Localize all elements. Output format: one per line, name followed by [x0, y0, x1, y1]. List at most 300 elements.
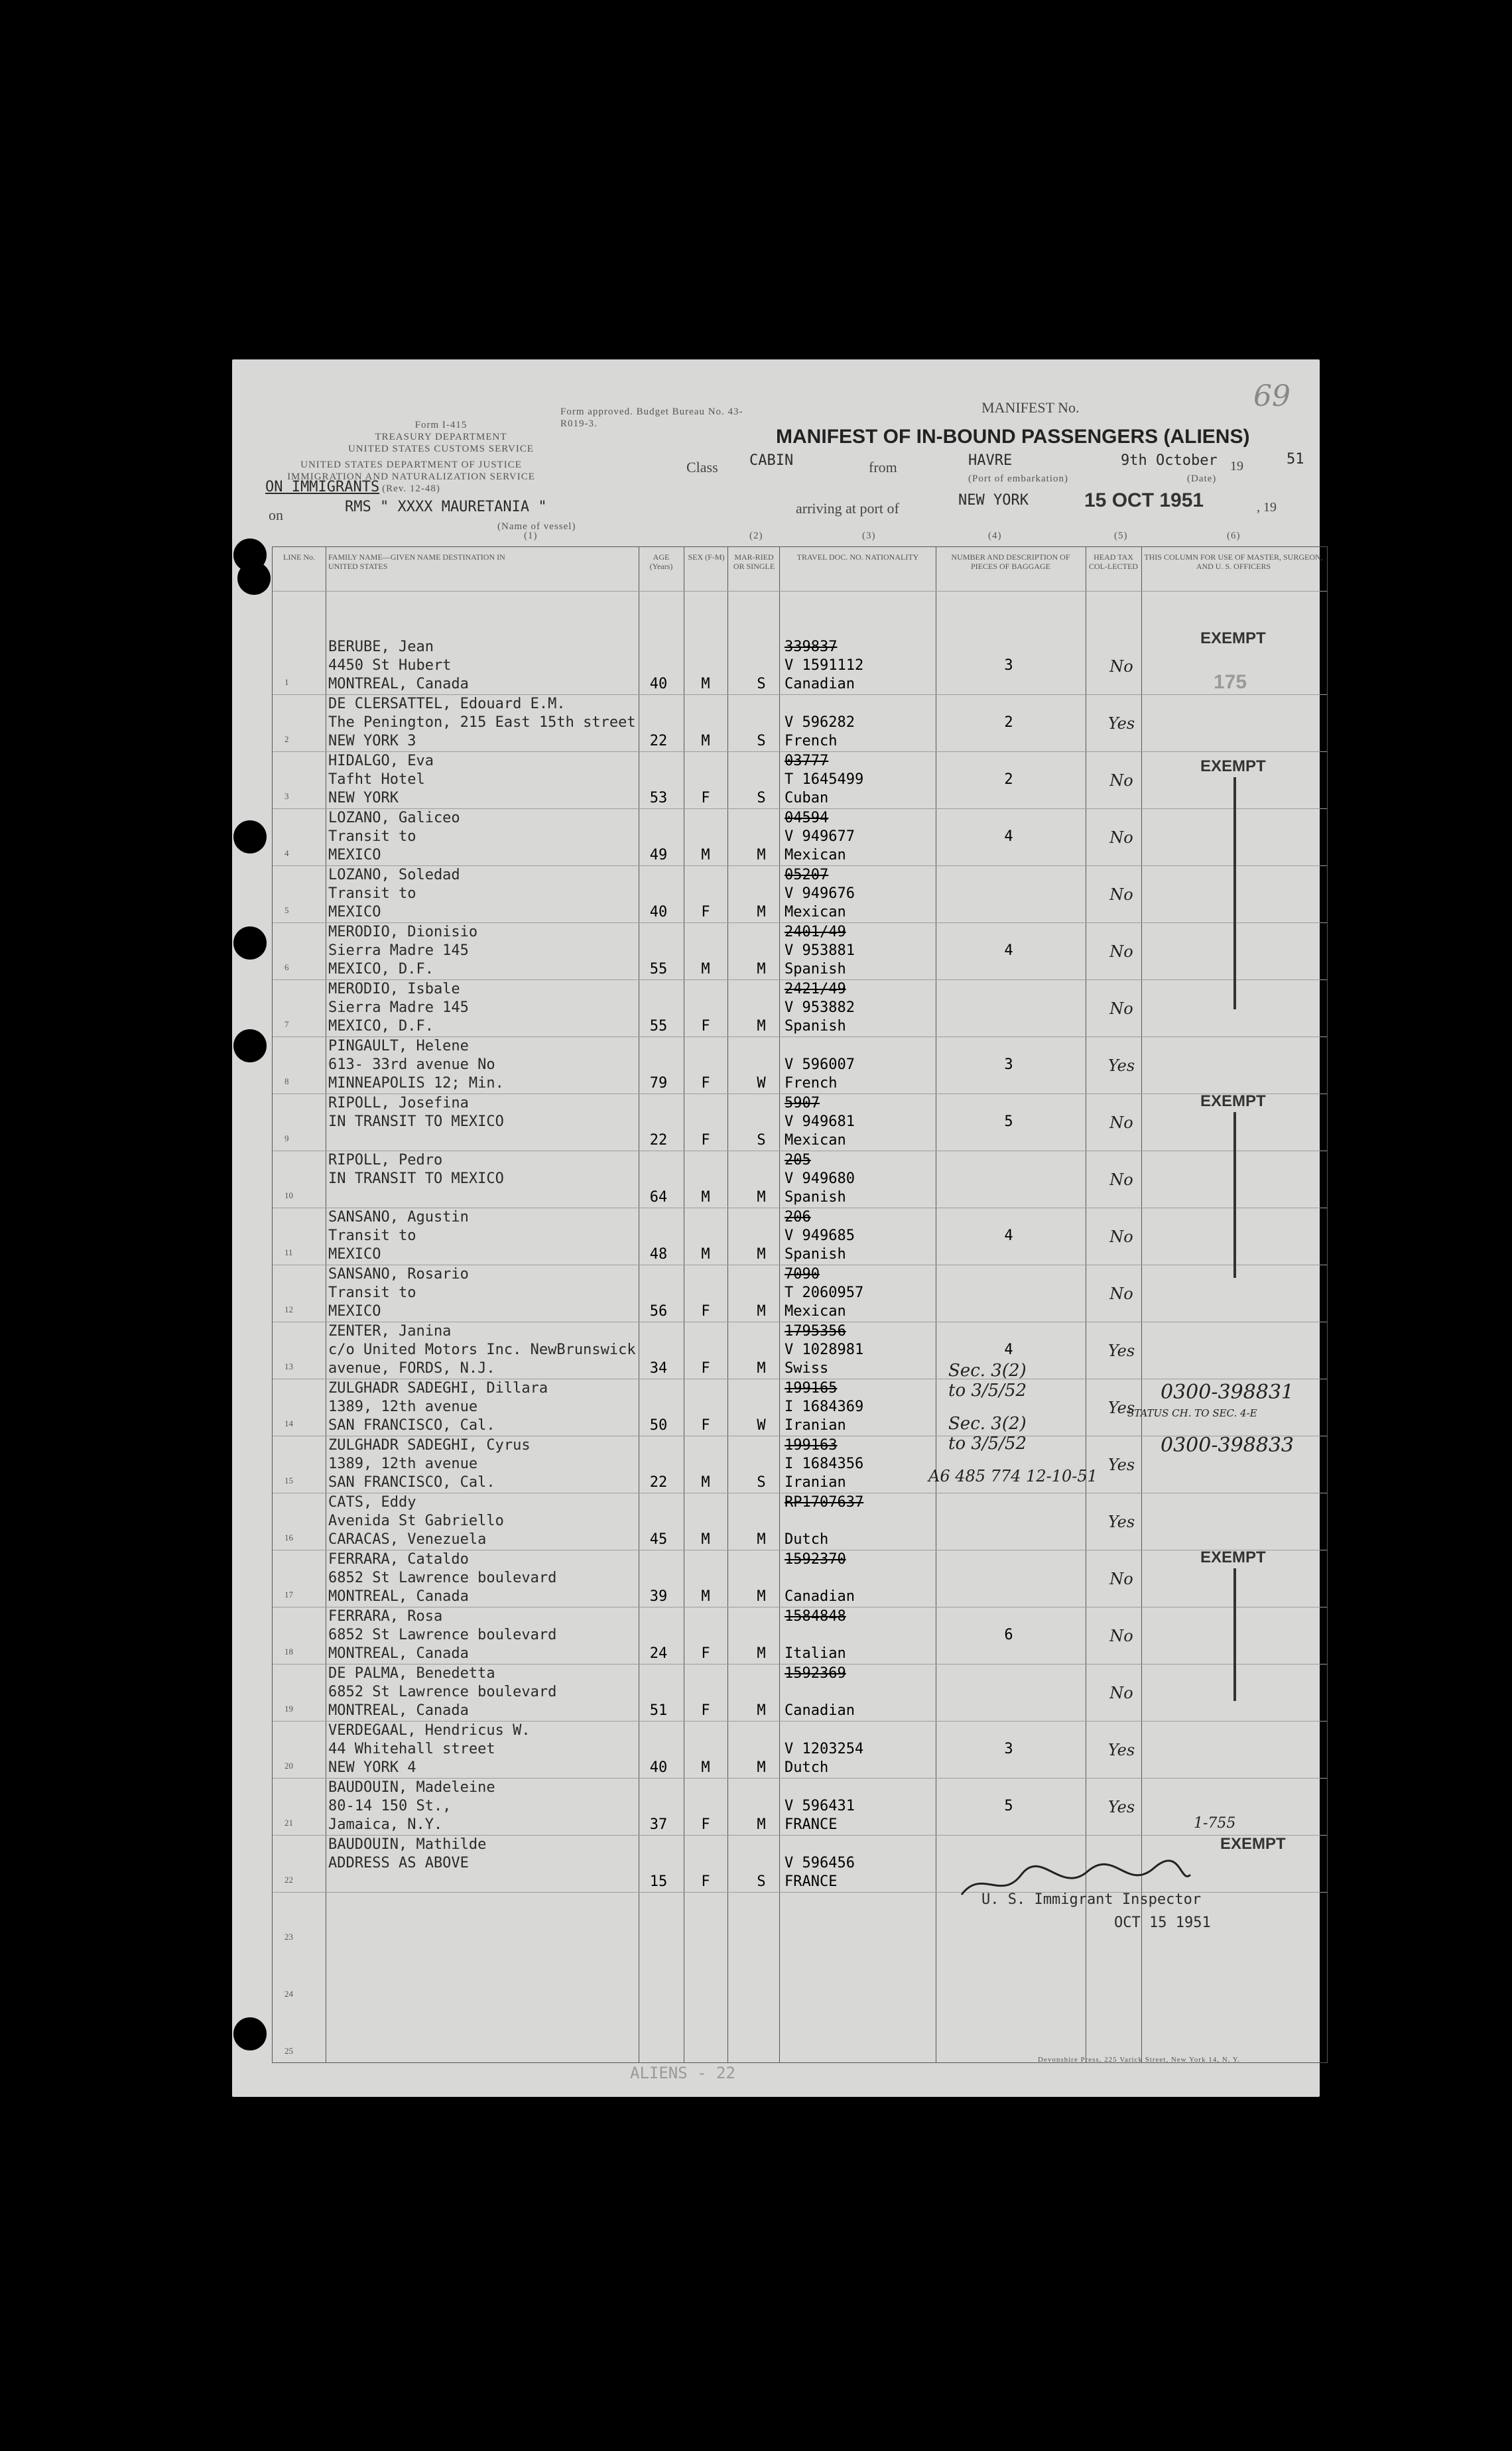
passenger-nationality: Swiss [785, 1360, 829, 1377]
passenger-age: 55 [649, 961, 668, 977]
line-number: 15 [284, 1476, 293, 1485]
col-index-3: (3) [862, 531, 876, 541]
passenger-age: 15 [649, 1873, 668, 1890]
travel-doc-number: I 1684356 [785, 1456, 864, 1472]
passenger-age: 40 [649, 904, 668, 920]
table-row [273, 1778, 1327, 1835]
travel-doc-number: V 596431 [785, 1798, 855, 1814]
passenger-destination: MEXICO [328, 904, 381, 920]
passenger-age: 55 [649, 1018, 668, 1035]
date-note: (Date) [1187, 473, 1217, 484]
passenger-age: 22 [649, 1132, 668, 1149]
passenger-name: FERRARA, Cataldo [328, 1551, 469, 1568]
table-row: 25 [284, 2046, 293, 2056]
passenger-nationality: Cuban [785, 790, 829, 806]
passenger-name: LOZANO, Galiceo [328, 810, 460, 826]
passenger-address: 6852 St Lawrence boulevard [328, 1684, 557, 1700]
manifest-no-label: MANIFEST No. [981, 399, 1080, 416]
passenger-name: ZENTER, Janina [328, 1323, 452, 1340]
passenger-destination: NEW YORK 4 [328, 1759, 416, 1776]
passenger-age: 53 [649, 790, 668, 806]
passenger-address: The Penington, 215 East 15th street [328, 714, 636, 731]
baggage-count: 4 [1004, 1342, 1013, 1358]
travel-doc-number: V 953882 [785, 999, 855, 1016]
passenger-nationality: Italian [785, 1645, 846, 1662]
head-tax: No [1109, 1570, 1133, 1588]
year-prefix: 19 [1230, 459, 1243, 473]
passenger-address: Transit to [328, 1227, 416, 1244]
passenger-destination: Jamaica, N.Y. [328, 1816, 443, 1833]
passenger-name: HIDALGO, Eva [328, 753, 434, 769]
passenger-marital-status: M [757, 1816, 766, 1833]
class-label: Class [686, 459, 718, 475]
passenger-address: ADDRESS AS ABOVE [328, 1855, 469, 1871]
passenger-name: BAUDOUIN, Madeleine [328, 1779, 495, 1796]
passenger-destination: avenue, FORDS, N.J. [328, 1360, 495, 1377]
passenger-age: 22 [649, 733, 668, 749]
passenger-nationality: Dutch [785, 1759, 829, 1776]
arrival-stamp: 15 OCT 1951 [1084, 489, 1204, 511]
head-tax: Yes [1107, 1456, 1135, 1474]
file-number: 0300-398831 [1161, 1381, 1294, 1404]
travel-doc-number: V 949677 [785, 828, 855, 845]
passenger-sex: M [701, 1189, 710, 1206]
line-number: 12 [284, 1304, 293, 1314]
table-row [273, 1664, 1327, 1721]
travel-doc-number: V 949681 [785, 1113, 855, 1130]
passenger-marital-status: M [757, 1531, 766, 1548]
col-name: FAMILY NAME—GIVEN NAME DESTINATION IN UNITED STATES [328, 552, 505, 571]
punch-hole [233, 2017, 267, 2050]
passenger-nationality: Mexican [785, 847, 846, 863]
class-value: CABIN [749, 452, 794, 469]
table-row [273, 922, 1327, 979]
passenger-nationality: Spanish [785, 1018, 846, 1035]
col-married: MAR-RIED OR SINGLE [733, 552, 775, 571]
table-row [273, 1550, 1327, 1607]
passenger-destination: MEXICO, D.F. [328, 1018, 434, 1035]
head-tax: No [1109, 771, 1133, 790]
line-number: 9 [284, 1133, 289, 1143]
table-row [273, 694, 1327, 751]
passenger-destination: MONTREAL, Canada [328, 1702, 469, 1719]
travel-doc-number: V 1028981 [785, 1342, 864, 1358]
section-label: ON IMMIGRANTS [265, 479, 380, 495]
passenger-marital-status: M [757, 1702, 766, 1719]
arrival-year: , 19 [1257, 500, 1277, 515]
passenger-address: Avenida St Gabriello [328, 1513, 504, 1529]
travel-doc-ref: 7090 [785, 1266, 820, 1283]
passenger-nationality: Canadian [785, 676, 855, 692]
table-row: 23 [284, 1932, 293, 1942]
passenger-address: Transit to [328, 828, 416, 845]
head-tax: No [1109, 828, 1133, 847]
travel-doc-ref: 04594 [785, 810, 829, 826]
head-tax: No [1109, 657, 1133, 676]
passenger-nationality: Spanish [785, 1246, 846, 1263]
passenger-age: 40 [649, 1759, 668, 1776]
passenger-destination: MEXICO [328, 1303, 381, 1320]
table-row [273, 751, 1327, 808]
passenger-name: PINGAULT, Helene [328, 1038, 469, 1054]
col-index-2: (2) [749, 531, 763, 541]
passenger-name: DE CLERSATTEL, Edouard E.M. [328, 696, 566, 712]
passenger-sex: F [701, 1303, 710, 1320]
passenger-marital-status: S [757, 676, 766, 692]
inspector-signature [955, 1855, 1194, 1908]
travel-doc-ref: 1795356 [785, 1323, 846, 1340]
travel-doc-ref: 2401/49 [785, 924, 846, 940]
table-row [273, 637, 1327, 694]
head-tax: Yes [1107, 1399, 1135, 1417]
col-head-tax: HEAD TAX COL-LECTED [1089, 552, 1138, 571]
passenger-nationality: Dutch [785, 1531, 829, 1548]
col-officers: THIS COLUMN FOR USE OF MASTER, SURGEON, AND U. S. OFFICERS [1144, 552, 1323, 571]
line-number: 2 [284, 734, 289, 744]
travel-doc-number: V 953881 [785, 942, 855, 959]
head-tax: No [1109, 1627, 1133, 1645]
passenger-marital-status: S [757, 733, 766, 749]
passenger-address: IN TRANSIT TO MEXICO [328, 1113, 504, 1130]
passenger-name: CATS, Eddy [328, 1494, 416, 1511]
head-tax: No [1109, 942, 1133, 961]
punch-hole [237, 562, 271, 595]
exempt-bracket [1233, 777, 1236, 1009]
passenger-marital-status: M [757, 961, 766, 977]
passenger-address: Sierra Madre 145 [328, 942, 469, 959]
form-approval: Form approved. Budget Bureau No. 43-R019-3. [560, 407, 743, 429]
passenger-marital-status: S [757, 790, 766, 806]
table-row [273, 1208, 1327, 1265]
passenger-age: 37 [649, 1816, 668, 1833]
head-tax: No [1109, 999, 1133, 1018]
passenger-sex: F [701, 1873, 710, 1890]
line-number: 13 [284, 1361, 293, 1371]
passenger-marital-status: W [757, 1075, 766, 1092]
passenger-name: VERDEGAAL, Hendricus W. [328, 1722, 531, 1739]
passenger-address: 80-14 150 St., [328, 1798, 452, 1814]
passenger-destination: MEXICO [328, 847, 381, 863]
passenger-age: 50 [649, 1417, 668, 1434]
table-row [273, 865, 1327, 922]
baggage-count: 3 [1004, 657, 1013, 674]
table-row [273, 1094, 1327, 1151]
passenger-nationality: Iranian [785, 1417, 846, 1434]
passenger-nationality: Spanish [785, 961, 846, 977]
passenger-age: 22 [649, 1474, 668, 1491]
passenger-age: 51 [649, 1702, 668, 1719]
passenger-sex: F [701, 1816, 710, 1833]
head-tax: Yes [1107, 1342, 1135, 1360]
passenger-marital-status: S [757, 1873, 766, 1890]
passenger-destination: NEW YORK [328, 790, 399, 806]
file-number: 0300-398833 [1161, 1434, 1294, 1457]
passenger-destination: MONTREAL, Canada [328, 676, 469, 692]
passenger-address: 1389, 12th avenue [328, 1456, 478, 1472]
section-note: Sec. 3(2) to 3/5/52 [948, 1414, 1027, 1454]
travel-doc-ref: RP1707637 [785, 1494, 864, 1511]
alien-number: A6 485 774 12-10-51 [928, 1467, 1098, 1485]
col-baggage: NUMBER AND DESCRIPTION OF PIECES OF BAGGAGE [951, 552, 1070, 571]
passenger-marital-status: M [757, 1246, 766, 1263]
passenger-age: 79 [649, 1075, 668, 1092]
passenger-marital-status: S [757, 1474, 766, 1491]
passenger-sex: M [701, 676, 710, 692]
passenger-destination: MEXICO, D.F. [328, 961, 434, 977]
embarkation-note: (Port of embarkation) [968, 473, 1068, 484]
head-tax: Yes [1107, 714, 1135, 733]
passenger-address: 1389, 12th avenue [328, 1399, 478, 1415]
inspector-date: OCT 15 1951 [1114, 1915, 1211, 1931]
passenger-name: BAUDOUIN, Mathilde [328, 1836, 487, 1853]
line-number: 7 [284, 1019, 289, 1029]
passenger-sex: F [701, 1075, 710, 1092]
travel-doc-ref: 199165 [785, 1380, 838, 1397]
travel-doc-ref: 1592370 [785, 1551, 846, 1568]
table-row [273, 1037, 1327, 1094]
passenger-address: Transit to [328, 885, 416, 902]
passenger-nationality: Canadian [785, 1588, 855, 1605]
col-index-4: (4) [988, 531, 1002, 541]
passenger-name: MERODIO, Isbale [328, 981, 460, 997]
line-number: 20 [284, 1761, 293, 1771]
passenger-marital-status: M [757, 1189, 766, 1206]
table-row [273, 1151, 1327, 1208]
col-doc: TRAVEL DOC. NO. NATIONALITY [796, 552, 919, 562]
table-row [273, 1721, 1327, 1778]
travel-doc-ref: 339837 [785, 639, 838, 655]
vessel-note: (Name of vessel) [497, 521, 576, 532]
baggage-count: 5 [1004, 1798, 1013, 1814]
head-tax: No [1109, 1285, 1133, 1303]
passenger-sex: M [701, 1759, 710, 1776]
travel-doc-ref: 03777 [785, 753, 829, 769]
passenger-sex: F [701, 1645, 710, 1662]
table-row [273, 1493, 1327, 1550]
section-note: Sec. 3(2) to 3/5/52 [948, 1361, 1027, 1401]
passenger-nationality: Mexican [785, 1132, 846, 1149]
passenger-address: 4450 St Hubert [328, 657, 452, 674]
exempt-bracket [1233, 1112, 1236, 1278]
passenger-sex: M [701, 1531, 710, 1548]
head-tax: No [1109, 1113, 1133, 1132]
exempt-stamp: EXEMPT [1200, 629, 1266, 647]
table-row [273, 979, 1327, 1037]
baggage-count: 5 [1004, 1113, 1013, 1130]
line-number: 21 [284, 1818, 293, 1828]
line-number: 1 [284, 677, 289, 687]
passenger-destination: MONTREAL, Canada [328, 1588, 469, 1605]
status-note: STATUS CH. TO SEC. 4-E [1127, 1407, 1257, 1419]
passenger-sex: M [701, 847, 710, 863]
passenger-sex: F [701, 790, 710, 806]
travel-doc-number: V 596456 [785, 1855, 855, 1871]
col-age: AGE (Years) [649, 552, 673, 571]
passenger-marital-status: M [757, 1588, 766, 1605]
passenger-destination: MINNEAPOLIS 12; Min. [328, 1075, 504, 1092]
passenger-name: ZULGHADR SADEGHI, Cyrus [328, 1437, 531, 1454]
table-row [273, 808, 1327, 865]
line-number: 3 [284, 791, 289, 801]
punch-hole [233, 1029, 267, 1062]
passenger-address: 613- 33rd avenue No [328, 1056, 495, 1073]
passenger-sex: M [701, 961, 710, 977]
passenger-destination: SAN FRANCISCO, Cal. [328, 1474, 495, 1491]
printer-imprint: Devonshire Press, 225 Varick Street, New York 14, N. Y. [1038, 2056, 1241, 2064]
travel-doc-ref: 5907 [785, 1095, 820, 1111]
passenger-marital-status: M [757, 1018, 766, 1035]
note-175: 175 [1214, 671, 1247, 693]
passenger-nationality: French [785, 1075, 838, 1092]
line-number: 5 [284, 905, 289, 915]
manifest-table [272, 546, 1328, 2063]
head-tax: Yes [1107, 1056, 1135, 1075]
passenger-name: RIPOLL, Pedro [328, 1152, 443, 1168]
travel-doc-number: V 1203254 [785, 1741, 864, 1757]
passenger-age: 48 [649, 1246, 668, 1263]
passenger-marital-status: M [757, 1759, 766, 1776]
line-number: 14 [284, 1418, 293, 1428]
passenger-nationality: Spanish [785, 1189, 846, 1206]
line-number: 10 [284, 1190, 293, 1200]
baggage-count: 2 [1004, 714, 1013, 731]
line-number: 8 [284, 1076, 289, 1086]
passenger-nationality: French [785, 733, 838, 749]
manifest-page [232, 359, 1323, 2097]
table-row [273, 1607, 1327, 1664]
line-number: 19 [284, 1704, 293, 1714]
baggage-count: 2 [1004, 771, 1013, 788]
passenger-marital-status: W [757, 1417, 766, 1434]
passenger-age: 45 [649, 1531, 668, 1548]
passenger-name: LOZANO, Soledad [328, 867, 460, 883]
passenger-address: IN TRANSIT TO MEXICO [328, 1170, 504, 1187]
exempt-stamp: EXEMPT [1200, 1548, 1266, 1566]
line-number: 18 [284, 1647, 293, 1657]
travel-doc-number: V 1591112 [785, 657, 864, 674]
passenger-destination: CARACAS, Venezuela [328, 1531, 487, 1548]
passenger-age: 64 [649, 1189, 668, 1206]
line-number: 4 [284, 848, 289, 858]
exempt-stamp: EXEMPT [1200, 757, 1266, 775]
travel-doc-ref: 1584848 [785, 1608, 846, 1625]
passenger-destination: NEW YORK 3 [328, 733, 416, 749]
vessel-name: RMS " XXXX MAURETANIA " [345, 499, 547, 515]
exempt-bracket [1233, 1568, 1236, 1701]
baggage-count: 4 [1004, 1227, 1013, 1244]
head-tax: No [1109, 1684, 1133, 1702]
travel-doc-ref: 199163 [785, 1437, 838, 1454]
passenger-marital-status: M [757, 904, 766, 920]
baggage-count: 4 [1004, 942, 1013, 959]
table-row: 24 [284, 1989, 293, 1999]
travel-doc-number: V 949676 [785, 885, 855, 902]
head-tax: Yes [1107, 1513, 1135, 1531]
form-header-block: Form I-415 TREASURY DEPARTMENT UNITED STATES CUSTOMS SERVICE [347, 420, 535, 454]
col-index-6: (6) [1227, 531, 1241, 541]
travel-doc-number: I 1684369 [785, 1399, 864, 1415]
date-value: 9th October [1121, 452, 1218, 469]
travel-doc-number: T 1645499 [785, 771, 864, 788]
passenger-name: DE PALMA, Benedetta [328, 1665, 495, 1682]
exempt-stamp: EXEMPT [1220, 1835, 1286, 1853]
passenger-address: 6852 St Lawrence boulevard [328, 1627, 557, 1643]
passenger-marital-status: M [757, 1303, 766, 1320]
passenger-age: 34 [649, 1360, 668, 1377]
arriving-label: arriving at port of [796, 500, 899, 517]
year-value: 51 [1287, 451, 1304, 468]
on-label: on [269, 507, 283, 523]
passenger-sex: F [701, 1360, 710, 1377]
line-number: 6 [284, 962, 289, 972]
passenger-sex: F [701, 1702, 710, 1719]
passenger-sex: F [701, 1417, 710, 1434]
passenger-sex: F [701, 1132, 710, 1149]
passenger-marital-status: S [757, 1132, 766, 1149]
line-number: 16 [284, 1533, 293, 1542]
passenger-address: c/o United Motors Inc. NewBrunswick [328, 1342, 636, 1358]
baggage-count: 3 [1004, 1741, 1013, 1757]
col-line: LINE No. [283, 552, 315, 562]
passenger-name: SANSANO, Agustin [328, 1209, 469, 1226]
passenger-destination: MONTREAL, Canada [328, 1645, 469, 1662]
baggage-count: 3 [1004, 1056, 1013, 1073]
col-index-5: (5) [1114, 531, 1128, 541]
punch-hole [233, 926, 267, 960]
passenger-marital-status: M [757, 1360, 766, 1377]
passenger-address: Transit to [328, 1285, 416, 1301]
travel-doc-ref: 206 [785, 1209, 811, 1226]
inspector-label: U. S. Immigrant Inspector [981, 1891, 1202, 1908]
from-label: from [869, 459, 897, 475]
passenger-sex: M [701, 733, 710, 749]
passenger-destination: MEXICO [328, 1246, 381, 1263]
passenger-address: 44 Whitehall street [328, 1741, 495, 1757]
passenger-age: 39 [649, 1588, 668, 1605]
passenger-name: MERODIO, Dionisio [328, 924, 478, 940]
passenger-name: SANSANO, Rosario [328, 1266, 469, 1283]
line-number: 11 [284, 1247, 293, 1257]
punch-hole [233, 820, 267, 853]
passenger-sex: F [701, 904, 710, 920]
passenger-name: ZULGHADR SADEGHI, Dillara [328, 1380, 548, 1397]
passenger-sex: F [701, 1018, 710, 1035]
from-value: HAVRE [968, 452, 1013, 469]
exempt-stamp: EXEMPT [1200, 1092, 1266, 1110]
note-1755: 1-755 [1194, 1815, 1236, 1832]
table-row [273, 1265, 1327, 1322]
passenger-address: 6852 St Lawrence boulevard [328, 1570, 557, 1586]
passenger-age: 40 [649, 676, 668, 692]
passenger-nationality: Iranian [785, 1474, 846, 1491]
arrival-port: NEW YORK [958, 492, 1029, 509]
table-row [273, 1322, 1327, 1379]
passenger-address: Sierra Madre 145 [328, 999, 469, 1016]
travel-doc-ref: 2421/49 [785, 981, 846, 997]
passenger-age: 49 [649, 847, 668, 863]
passenger-sex: M [701, 1474, 710, 1491]
passenger-marital-status: M [757, 847, 766, 863]
passenger-nationality: Mexican [785, 1303, 846, 1320]
passenger-nationality: Mexican [785, 904, 846, 920]
aliens-count: ALIENS - 22 [630, 2064, 735, 2082]
passenger-name: FERRARA, Rosa [328, 1608, 443, 1625]
passenger-age: 56 [649, 1303, 668, 1320]
baggage-count: 6 [1004, 1627, 1013, 1643]
passenger-nationality: FRANCE [785, 1873, 838, 1890]
col-index-1: (1) [524, 531, 538, 541]
travel-doc-ref: 1592369 [785, 1665, 846, 1682]
